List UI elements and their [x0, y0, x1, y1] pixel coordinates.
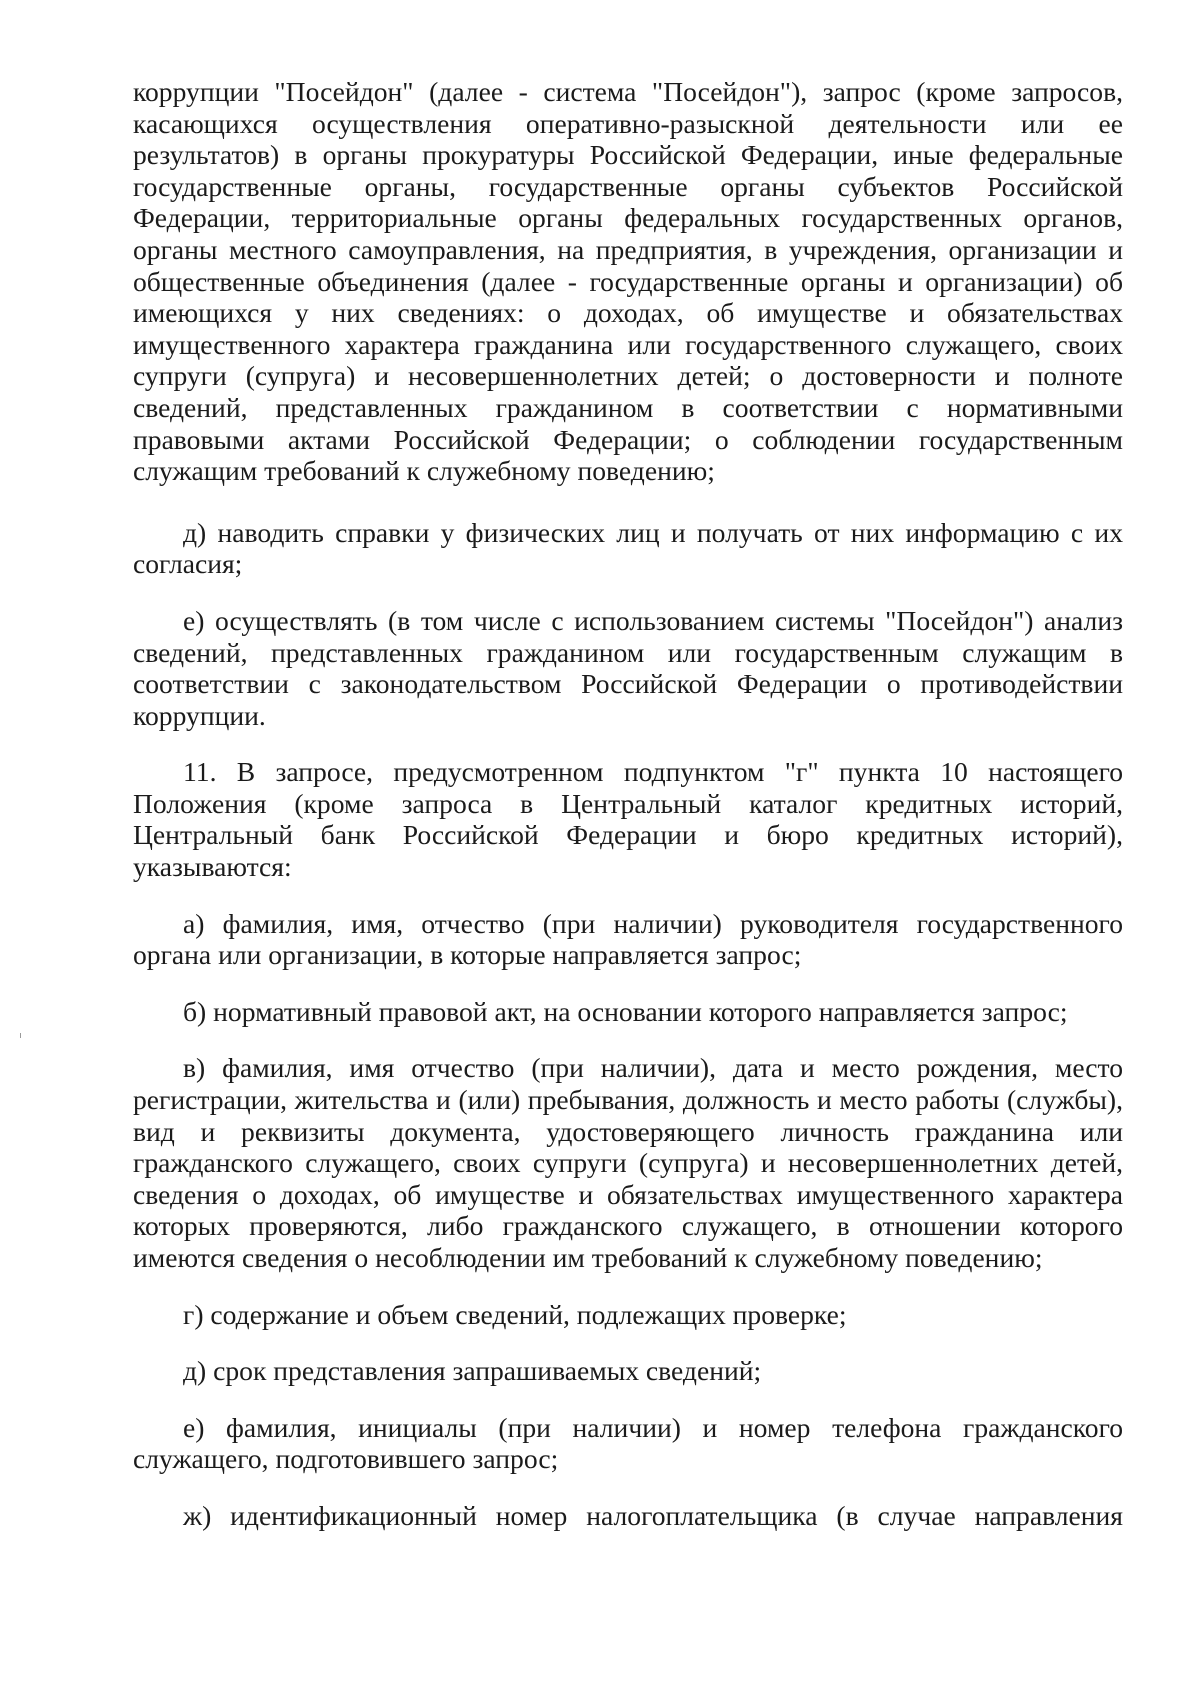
- paragraph-item-11-d: д) срок представления запрашиваемых сведений;: [183, 1355, 762, 1387]
- paragraph-item-11-g: г) содержание и объем сведений, подлежащих проверке;: [183, 1298, 847, 1330]
- scan-artifact: [20, 1033, 21, 1038]
- paragraph-item-10-e: е) осуществлять (в том числе с использованием системы "Посейдон") анализ сведений, представленных гражданином или государственным служащим в соответствии с законодательством Российской Федерации о противодействии коррупции.: [133, 604, 1123, 731]
- paragraph-item-11-b: б) нормативный правовой акт, на основании которого направляется запрос;: [183, 995, 1068, 1027]
- paragraph-continuation: коррупции "Посейдон" (далее - система "Посейдон"), запрос (кроме запросов, касающихся осуществления оперативно-разыскной деятельности или ее результатов) в органы прокуратуры Российской Федерации, иные федеральные государственные органы, государственные органы субъектов Российской Федерации, территориальные органы федеральных государственных органов, органы местного самоуправления, на предприятия, в учреждения, организации и общественные объединения (далее - государственные органы и организации) об имеющихся у них сведениях: о доходах, об имуществе и обязательствах имущественного характера гражданина или государственного служащего, своих супруги (супруга) и несовершеннолетних детей; о достоверности и полноте сведений, представленных гражданином в соответствии с нормативными правовыми актами Российской Федерации; о соблюдении государственным служащим требований к служебному поведению;: [133, 76, 1123, 487]
- paragraph-item-11-zh: ж) идентификационный номер налогоплательщика (в случае направления: [183, 1499, 1123, 1531]
- paragraph-item-10-d: д) наводить справки у физических лиц и получать от них информацию с их согласия;: [133, 516, 1123, 580]
- paragraph-item-11-v: в) фамилия, имя отчество (при наличии), дата и место рождения, место регистрации, жительства и (или) пребывания, должность и место работы (службы), вид и реквизиты документа, удостоверяющего личность гражданина или гражданского служащего, своих супруги (супруга) и несовершеннолетних детей, сведения о доходах, об имуществе и обязательствах имущественного характера которых проверяются, либо гражданского служащего, в отношении которого имеются сведения о несоблюдении им требований к служебному поведению;: [133, 1052, 1123, 1273]
- paragraph-item-11-e: е) фамилия, инициалы (при наличии) и номер телефона гражданского служащего, подготовившего запрос;: [133, 1411, 1123, 1475]
- document-body: [133, 76, 1123, 1532]
- paragraph-item-11: 11. В запросе, предусмотренном подпунктом "г" пункта 10 настоящего Положения (кроме запроса в Центральный каталог кредитных историй, Центральный банк Российской Федерации и бюро кредитных историй), указываются:: [133, 756, 1123, 883]
- paragraph-item-11-a: а) фамилия, имя, отчество (при наличии) руководителя государственного органа или организации, в которые направляется запрос;: [133, 907, 1123, 971]
